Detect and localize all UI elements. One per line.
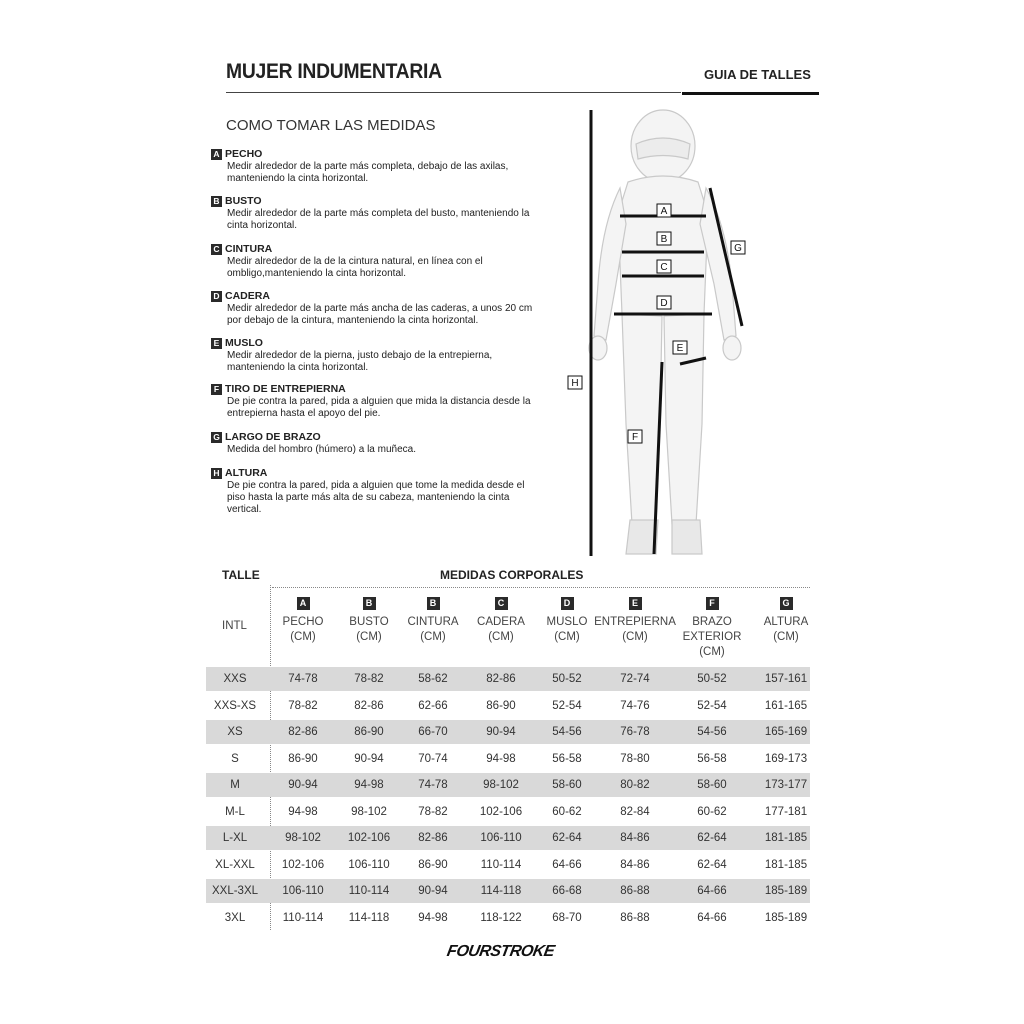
- cell-talle: XXL-3XL: [211, 885, 259, 897]
- cell-brazo: 62-64: [697, 832, 727, 844]
- letter-badge-icon: A: [297, 597, 310, 610]
- intl-label: INTL: [222, 620, 247, 632]
- cell-altura: 181-185: [764, 858, 808, 871]
- cell-brazo: 56-58: [697, 752, 727, 765]
- cell-cintura: 70-74: [418, 752, 448, 765]
- measure-description: De pie contra la pared, pida a alguien que tome la medida desde el piso hasta la parte más alta de su cabeza, manteniendo la cinta vertical.: [227, 480, 525, 515]
- cell-pecho: 74-78: [288, 673, 318, 685]
- measure-description: Medir alrededor de la de la cintura natural, en línea con el ombligo,manteniendo la cinta horizontal.: [227, 256, 483, 279]
- cell-talle: XXS: [223, 673, 247, 685]
- letter-badge-icon: H: [211, 468, 222, 479]
- rider-silhouette: [589, 110, 741, 554]
- cell-entrepierna: 78-80: [620, 752, 650, 765]
- measure-name: PECHO: [225, 148, 263, 160]
- table-row: [206, 800, 810, 824]
- cell-cadera: 98-102: [483, 779, 519, 791]
- measure-description: Medir alrededor de la pierna, justo debajo de la entrepierna, manteniendo la cinta horizontal.: [227, 350, 493, 373]
- cell-cintura: 82-86: [418, 832, 448, 844]
- cell-pecho: 106-110: [282, 885, 324, 897]
- label-h: H: [571, 378, 579, 389]
- label-b: B: [660, 234, 668, 245]
- cell-talle: L-XL: [222, 832, 248, 844]
- cell-brazo: 64-66: [697, 911, 727, 924]
- column-header-altura: G ALTURA (CM): [763, 598, 809, 643]
- label-g: G: [734, 243, 742, 254]
- letter-badge-icon: F: [706, 597, 719, 610]
- cell-altura: 173-177: [764, 779, 808, 791]
- measure-item-cintura: [211, 243, 571, 280]
- cell-busto: 86-90: [354, 726, 384, 738]
- column-header-cadera: C CADERA (CM): [477, 598, 525, 643]
- table-talle-heading: TALLE: [222, 568, 260, 582]
- cell-cintura: 94-98: [418, 911, 448, 924]
- measure-name: TIRO DE ENTREPIERNA: [225, 383, 346, 395]
- brand-logo: FOURSTROKE: [445, 943, 556, 960]
- cell-cintura: 90-94: [418, 885, 448, 897]
- letter-badge-icon: F: [211, 384, 222, 395]
- page-title: MUJER INDUMENTARIA: [226, 60, 442, 83]
- cell-brazo: 50-52: [697, 673, 727, 685]
- cell-brazo: 52-54: [697, 699, 727, 712]
- cell-busto: 110-114: [348, 885, 390, 897]
- cell-busto: 78-82: [354, 673, 384, 685]
- cell-cintura: 66-70: [418, 726, 448, 738]
- table-row: [206, 906, 810, 930]
- table-heading-rule: [272, 587, 810, 588]
- cell-brazo: 64-66: [697, 885, 727, 897]
- cell-cadera: 106-110: [480, 832, 522, 844]
- cell-talle: XS: [227, 726, 243, 738]
- cell-talle: 3XL: [224, 911, 246, 924]
- cell-pecho: 78-82: [288, 699, 318, 712]
- cell-pecho: 86-90: [288, 752, 318, 765]
- measure-description: Medida del hombro (húmero) a la muñeca.: [227, 444, 416, 455]
- cell-muslo: 54-56: [552, 726, 582, 738]
- cell-altura: 185-189: [764, 911, 808, 924]
- cell-muslo: 64-66: [552, 858, 582, 871]
- cell-entrepierna: 74-76: [620, 699, 650, 712]
- column-header-cintura: B CINTURA (CM): [407, 598, 459, 643]
- cell-busto: 94-98: [354, 779, 384, 791]
- cell-cadera: 90-94: [486, 726, 516, 738]
- body-figure: [571, 104, 776, 564]
- cell-busto: 90-94: [354, 752, 384, 765]
- measure-item-muslo: [211, 337, 571, 374]
- measure-item-busto: [211, 195, 571, 232]
- label-a: A: [660, 206, 668, 217]
- cell-entrepierna: 82-84: [620, 805, 650, 818]
- letter-badge-icon: E: [629, 597, 642, 610]
- cell-altura: 181-185: [764, 832, 808, 844]
- table-medidas-heading: MEDIDAS CORPORALES: [440, 568, 584, 582]
- cell-busto: 98-102: [351, 805, 387, 818]
- column-header-pecho: A PECHO (CM): [282, 598, 324, 643]
- cell-pecho: 102-106: [281, 858, 325, 871]
- cell-cintura: 58-62: [418, 673, 448, 685]
- instructions-subtitle: COMO TOMAR LAS MEDIDAS: [226, 117, 436, 134]
- cell-cadera: 102-106: [479, 805, 523, 818]
- measure-name: BUSTO: [225, 195, 262, 207]
- measure-item-altura: [211, 467, 571, 516]
- cell-talle: XXS-XS: [213, 699, 257, 712]
- cell-cintura: 74-78: [418, 779, 448, 791]
- cell-muslo: 62-64: [552, 832, 582, 844]
- measure-description: Medir alrededor de la parte más completa, debajo de las axilas, manteniendo la cinta horizontal.: [227, 161, 509, 184]
- cell-busto: 106-110: [348, 858, 390, 871]
- cell-entrepierna: 84-86: [620, 832, 650, 844]
- column-header-muslo: D MUSLO (CM): [546, 598, 588, 643]
- table-row: [206, 826, 810, 850]
- cell-altura: 165-169: [764, 726, 808, 738]
- cell-talle: M-L: [225, 805, 245, 818]
- cell-cadera: 86-90: [486, 699, 516, 712]
- measure-name: LARGO DE BRAZO: [225, 431, 321, 443]
- cell-cintura: 86-90: [418, 858, 448, 871]
- cell-busto: 102-106: [347, 832, 391, 844]
- letter-badge-icon: B: [363, 597, 376, 610]
- column-header-brazo: F BRAZO EXTERIOR (CM): [682, 598, 742, 658]
- measure-name: ALTURA: [225, 467, 268, 479]
- label-f: F: [631, 432, 639, 443]
- cell-altura: 169-173: [764, 752, 808, 765]
- cell-pecho: 82-86: [288, 726, 318, 738]
- cell-busto: 114-118: [348, 911, 390, 924]
- cell-pecho: 94-98: [288, 805, 318, 818]
- measure-name: CADERA: [225, 290, 270, 302]
- cell-muslo: 52-54: [552, 699, 582, 712]
- label-e: E: [676, 343, 684, 354]
- measure-description: Medir alrededor de la parte más ancha de las caderas, a unos 20 cm por debajo de la cintura, manteniendo la cinta horizontal.: [227, 303, 533, 326]
- cell-muslo: 58-60: [552, 779, 582, 791]
- cell-talle: M: [230, 779, 240, 791]
- cell-cadera: 118-122: [480, 911, 522, 924]
- letter-badge-icon: G: [780, 597, 793, 610]
- guide-rule: [682, 92, 819, 95]
- cell-cadera: 94-98: [486, 752, 516, 765]
- cell-cintura: 78-82: [418, 805, 448, 818]
- column-header-entrepierna: E ENTREPIERNA (CM): [594, 598, 676, 643]
- letter-badge-icon: G: [211, 432, 222, 443]
- cell-brazo: 60-62: [697, 805, 727, 818]
- table-row: [206, 853, 810, 877]
- letter-badge-icon: E: [211, 338, 222, 349]
- cell-brazo: 54-56: [697, 726, 727, 738]
- table-row: [206, 879, 810, 903]
- cell-entrepierna: 84-86: [620, 858, 650, 871]
- label-c: C: [660, 262, 668, 273]
- measure-item-pecho: [211, 148, 571, 185]
- table-row: [206, 773, 810, 797]
- cell-entrepierna: 72-74: [620, 673, 650, 685]
- cell-altura: 161-165: [764, 699, 808, 712]
- cell-entrepierna: 86-88: [620, 911, 650, 924]
- measure-item-brazo: [211, 431, 571, 456]
- cell-muslo: 50-52: [552, 673, 582, 685]
- label-d: D: [660, 298, 668, 309]
- letter-badge-icon: C: [211, 244, 222, 255]
- title-rule: [226, 92, 681, 93]
- cell-cadera: 110-114: [480, 858, 522, 871]
- letter-badge-icon: A: [211, 149, 222, 160]
- cell-entrepierna: 76-78: [620, 726, 650, 738]
- cell-cintura: 62-66: [418, 699, 448, 712]
- table-row: [206, 747, 810, 771]
- cell-altura: 157-161: [764, 673, 808, 685]
- cell-cadera: 82-86: [486, 673, 516, 685]
- column-header-busto: B BUSTO (CM): [349, 598, 389, 643]
- measure-item-tiro: [211, 383, 571, 420]
- cell-talle: XL-XXL: [215, 858, 255, 871]
- cell-entrepierna: 86-88: [620, 885, 650, 897]
- measure-item-cadera: [211, 290, 571, 327]
- measure-description: Medir alrededor de la parte más completa del busto, manteniendo la cinta horizontal.: [227, 208, 530, 231]
- letter-badge-icon: C: [495, 597, 508, 610]
- cell-brazo: 62-64: [697, 858, 727, 871]
- measure-description: De pie contra la pared, pida a alguien que mida la distancia desde la entrepierna hasta el apoyo del pie.: [227, 396, 531, 419]
- letter-badge-icon: D: [561, 597, 574, 610]
- cell-altura: 185-189: [764, 885, 808, 897]
- cell-muslo: 66-68: [552, 885, 582, 897]
- letter-badge-icon: B: [211, 196, 222, 207]
- cell-brazo: 58-60: [697, 779, 727, 791]
- cell-busto: 82-86: [354, 699, 384, 712]
- cell-muslo: 60-62: [552, 805, 582, 818]
- cell-altura: 177-181: [764, 805, 808, 818]
- cell-pecho: 90-94: [288, 779, 318, 791]
- cell-muslo: 56-58: [552, 752, 582, 765]
- table-row: [206, 667, 810, 691]
- measure-name: CINTURA: [225, 243, 273, 255]
- cell-muslo: 68-70: [552, 911, 582, 924]
- cell-cadera: 114-118: [480, 885, 522, 897]
- measure-name: MUSLO: [225, 337, 263, 349]
- table-row: [206, 720, 810, 744]
- cell-pecho: 98-102: [285, 832, 321, 844]
- guide-label: GUIA DE TALLES: [704, 67, 811, 82]
- table-row: [206, 694, 810, 718]
- letter-badge-icon: B: [427, 597, 440, 610]
- cell-talle: S: [231, 752, 239, 765]
- letter-badge-icon: D: [211, 291, 222, 302]
- cell-entrepierna: 80-82: [620, 779, 650, 791]
- cell-pecho: 110-114: [282, 911, 324, 924]
